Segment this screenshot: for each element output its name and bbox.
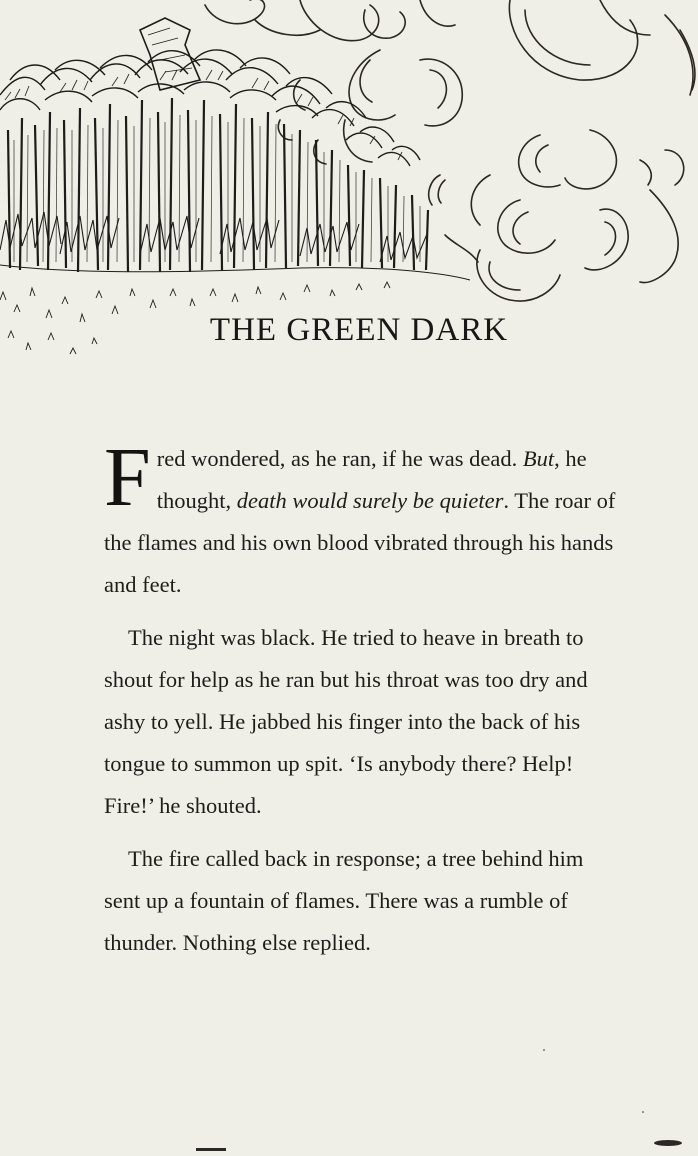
paragraph-1 — [104, 431, 624, 606]
tree-line — [0, 18, 470, 354]
paragraph-2: The night was black. He tried to heave in breath to shout for help as he ran but his throat was too dry and ashy to yell. He jabbed his finger into the back of his tongue to summon up spit. ‘Is anybody there? Help! Fire!’ he shouted. — [104, 625, 588, 818]
smoke-swirls — [205, 0, 695, 301]
paragraph-1-text-c: . The roar of the flames and his own blood vibrated through his hands and feet. — [104, 488, 616, 597]
paragraph-1-text-a: red wondered, as he ran, if he was dead. — [156, 446, 523, 471]
chapter-title: THE GREEN DARK — [209, 312, 509, 348]
paragraph-3: The fire called back in response; a tree behind him sent up a fountain of flames. There was a rumble of thunder. Nothing else replied. — [104, 846, 584, 955]
drop-cap: F — [104, 431, 151, 524]
paragraph-1-emphasis-b: death would surely be quieter — [236, 488, 504, 513]
chapter-body — [104, 431, 624, 964]
paragraph-1-text-b: , he thought, — [156, 446, 587, 513]
paragraph-1-emphasis-a: But — [522, 446, 555, 471]
